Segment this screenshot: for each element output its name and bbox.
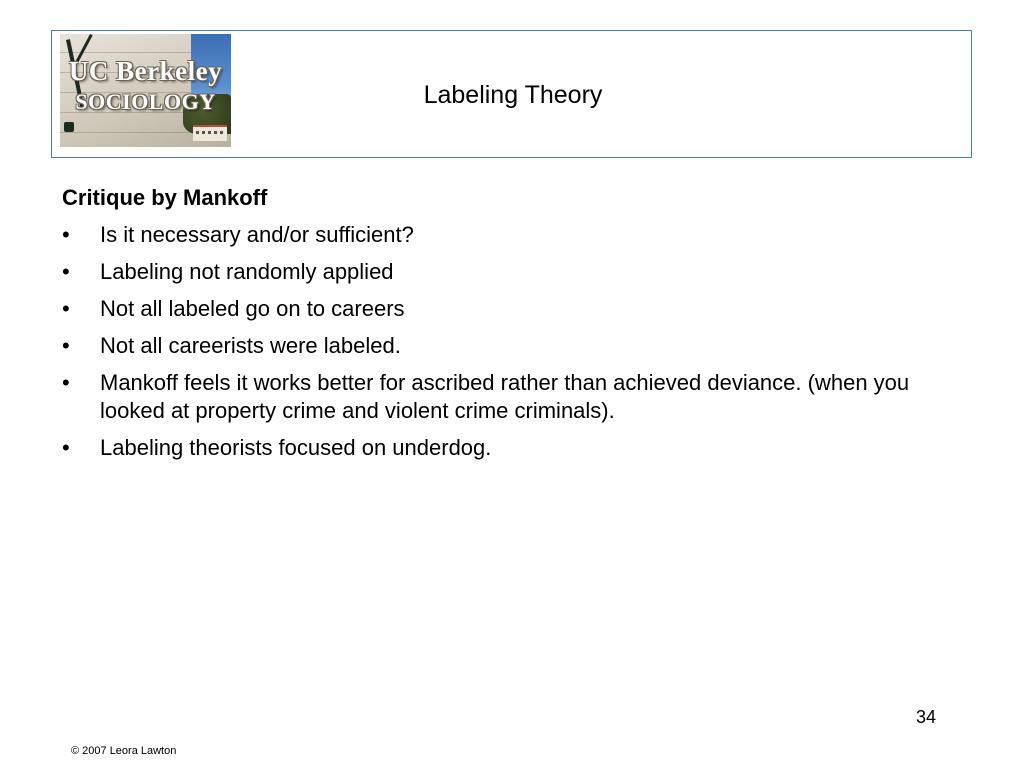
bullet-icon: •: [62, 435, 70, 460]
slide-content: [62, 184, 962, 471]
bullet-icon: •: [62, 296, 70, 321]
logo-text-line1: UC Berkeley: [68, 56, 223, 86]
section-heading: Critique by Mankoff: [62, 185, 268, 210]
bullet-icon: •: [62, 259, 70, 284]
header-box: [51, 30, 972, 158]
logo-text-line2: SOCIOLOGY: [75, 89, 216, 114]
bullet-item: [62, 332, 962, 360]
clock-hand-icon: [64, 122, 74, 132]
bullet-text: Labeling theorists focused on underdog.: [100, 435, 492, 460]
bullet-item: [62, 369, 962, 425]
bullet-icon: •: [62, 370, 70, 395]
building-backdrop: [193, 125, 227, 141]
bullet-list: [62, 221, 962, 462]
bullet-text: Is it necessary and/or sufficient?: [100, 222, 414, 247]
bullet-text: Mankoff feels it works better for ascribed rather than achieved deviance. (when you looked at property crime and violent crime criminals).: [100, 370, 910, 423]
bullet-text: Labeling not randomly applied: [100, 259, 394, 284]
bullet-item: [62, 258, 962, 286]
copyright-notice: © 2007 Leora Lawton: [71, 745, 177, 757]
bullet-item: [62, 221, 962, 249]
uc-berkeley-sociology-logo: [60, 34, 231, 147]
bullet-item: [62, 295, 962, 323]
bullet-text: Not all labeled go on to careers: [100, 296, 405, 321]
page-number: 34: [915, 707, 936, 727]
bullet-icon: •: [62, 333, 70, 358]
slide-title: Labeling Theory: [423, 81, 603, 109]
bullet-icon: •: [62, 222, 70, 247]
bullet-item: [62, 434, 962, 462]
bullet-text: Not all careerists were labeled.: [100, 333, 401, 358]
